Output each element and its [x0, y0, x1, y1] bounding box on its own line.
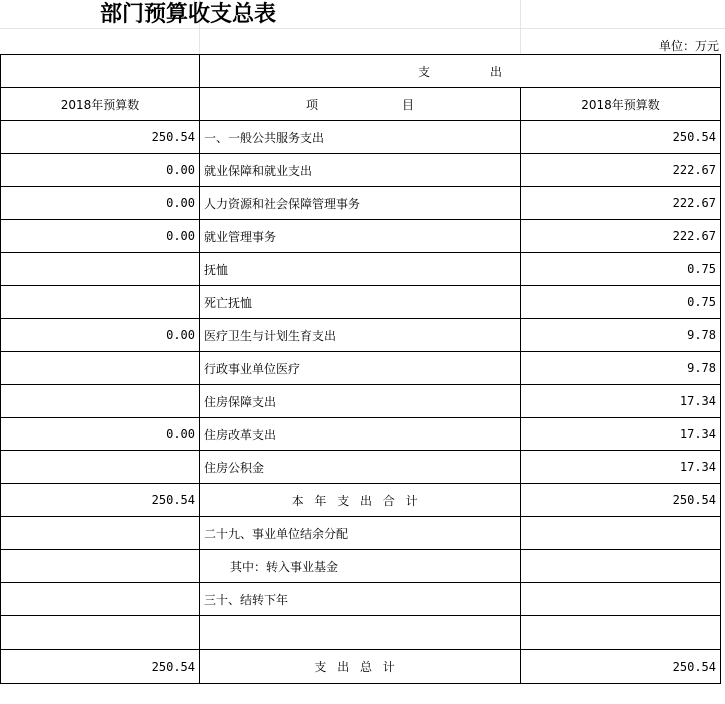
item-cell: 住房保障支出	[200, 385, 521, 418]
item-cell: 死亡抚恤	[200, 286, 521, 319]
header-item: 项 目	[200, 88, 521, 121]
page-title: 部门预算收支总表	[100, 2, 277, 27]
header-group-row	[1, 55, 721, 88]
table-row	[1, 154, 721, 187]
expense-budget-cell: 0.75	[521, 286, 721, 319]
table-row	[1, 352, 721, 385]
empty-cell	[521, 517, 721, 550]
income-budget-cell: 250.54	[1, 121, 200, 154]
income-budget-cell: 0.00	[1, 154, 200, 187]
table-row	[1, 253, 721, 286]
total-expense-cell: 250.54	[521, 650, 721, 684]
income-budget-cell	[1, 286, 200, 319]
item-cell: 就业管理事务	[200, 220, 521, 253]
empty-cell	[521, 550, 721, 583]
item-cell: 就业保障和就业支出	[200, 154, 521, 187]
item-cell: 其中：转入事业基金	[200, 550, 521, 583]
item-cell: 住房公积金	[200, 451, 521, 484]
gridline	[520, 0, 521, 54]
table-row	[1, 220, 721, 253]
table-row	[1, 451, 721, 484]
income-budget-cell: 0.00	[1, 319, 200, 352]
income-budget-cell: 0.00	[1, 418, 200, 451]
expense-budget-cell: 9.78	[521, 352, 721, 385]
empty-cell	[1, 616, 200, 650]
income-budget-cell: 0.00	[1, 220, 200, 253]
income-budget-cell: 0.00	[1, 187, 200, 220]
empty-cell	[1, 517, 200, 550]
table-row	[1, 418, 721, 451]
header-expense-budget: 2018年预算数	[521, 88, 721, 121]
expense-budget-cell: 250.54	[521, 121, 721, 154]
item-cell: 三十、结转下年	[200, 583, 521, 616]
empty-cell	[521, 616, 721, 650]
total-row	[1, 650, 721, 684]
header-row	[1, 88, 721, 121]
expense-budget-cell: 17.34	[521, 385, 721, 418]
empty-cell	[1, 583, 200, 616]
expense-budget-cell: 17.34	[521, 451, 721, 484]
expense-budget-cell: 222.67	[521, 187, 721, 220]
table-row	[1, 121, 721, 154]
expense-budget-cell: 222.67	[521, 220, 721, 253]
income-budget-cell	[1, 253, 200, 286]
gridline	[0, 28, 725, 29]
item-cell: 住房改革支出	[200, 418, 521, 451]
table-row	[1, 286, 721, 319]
table-row	[1, 583, 721, 616]
total-income-cell: 250.54	[1, 650, 200, 684]
item-cell: 抚恤	[200, 253, 521, 286]
table-row	[1, 319, 721, 352]
expense-budget-cell: 0.75	[521, 253, 721, 286]
table-row	[1, 187, 721, 220]
table-row	[1, 616, 721, 650]
table-row	[1, 385, 721, 418]
expense-budget-cell: 222.67	[521, 154, 721, 187]
income-budget-cell	[1, 385, 200, 418]
empty-cell	[521, 583, 721, 616]
expense-budget-cell: 9.78	[521, 319, 721, 352]
subtotal-income-cell: 250.54	[1, 484, 200, 517]
item-cell: 人力资源和社会保障管理事务	[200, 187, 521, 220]
item-cell: 一、一般公共服务支出	[200, 121, 521, 154]
expense-budget-cell: 17.34	[521, 418, 721, 451]
total-label: 支出总计	[200, 650, 521, 684]
header-blank-cell	[1, 55, 200, 88]
income-budget-cell	[1, 451, 200, 484]
empty-cell	[200, 616, 521, 650]
item-cell: 医疗卫生与计划生育支出	[200, 319, 521, 352]
budget-table	[0, 54, 721, 684]
table-row	[1, 517, 721, 550]
empty-cell	[1, 550, 200, 583]
table-row	[1, 550, 721, 583]
item-cell: 二十九、事业单位结余分配	[200, 517, 521, 550]
income-budget-cell	[1, 352, 200, 385]
item-cell: 行政事业单位医疗	[200, 352, 521, 385]
subtotal-row	[1, 484, 721, 517]
header-expense-group: 支 出	[200, 55, 721, 88]
unit-label: 单位：万元	[658, 39, 719, 53]
subtotal-label: 本年支出合计	[200, 484, 521, 517]
subtotal-expense-cell: 250.54	[521, 484, 721, 517]
header-income-budget: 2018年预算数	[1, 88, 200, 121]
